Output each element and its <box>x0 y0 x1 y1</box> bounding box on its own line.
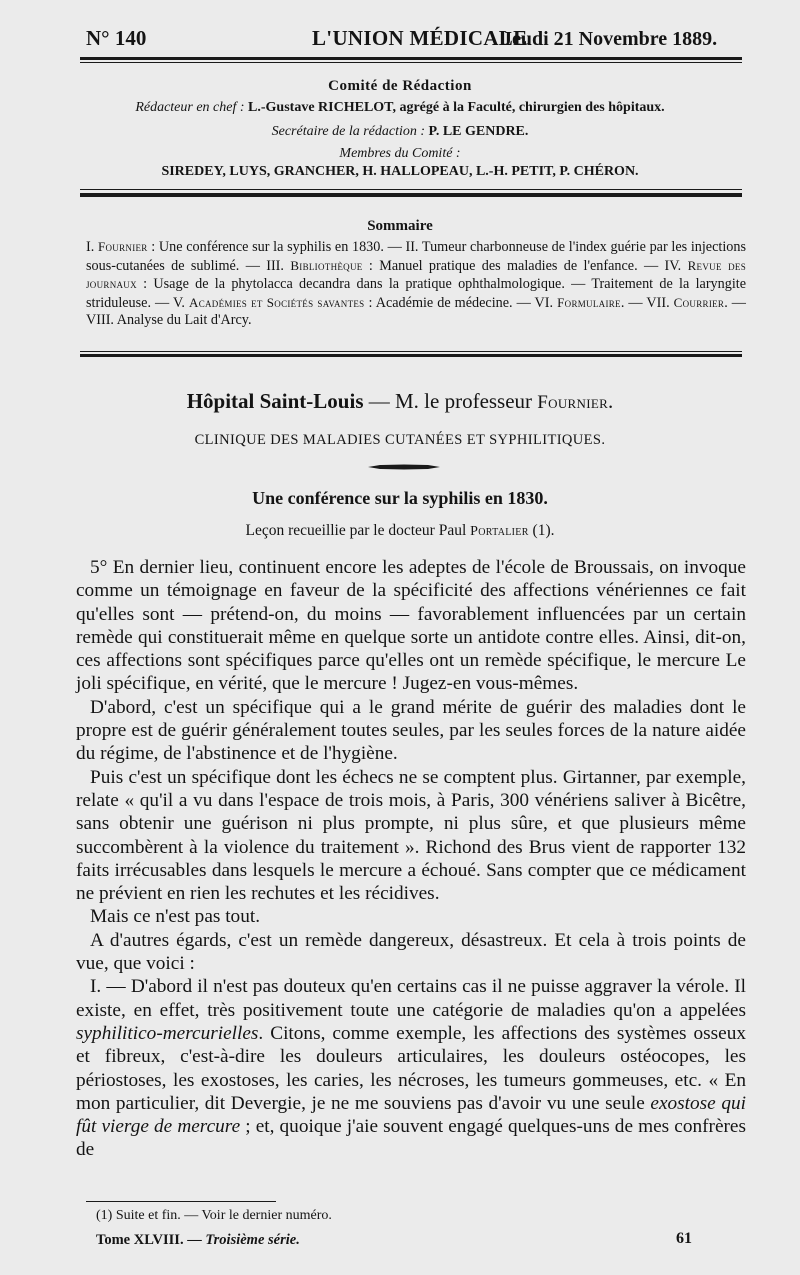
summary-rule-thin <box>80 351 742 352</box>
header-rule <box>80 57 742 60</box>
committee-rule-thin <box>80 189 742 190</box>
hospital-name: Hôpital Saint-Louis <box>186 389 364 413</box>
tome-line <box>96 1232 300 1249</box>
summary-label: Bibliothèque <box>290 257 363 273</box>
paragraph-italic: exostose qui fût vierge de mercure <box>76 1092 746 1138</box>
issue-date: Jeudi 21 Novembre 1889. <box>502 28 718 50</box>
summary-rule <box>80 354 742 357</box>
summary-part: : Usage de la phytolacca decandra dans la pratique ophthalmologique. — Traitement de la laryngite striduleuse. — V. <box>86 276 746 311</box>
summary-label: Courrier <box>673 294 725 310</box>
hospital-dash: — M. le professeur <box>363 389 538 413</box>
footnote-rule <box>86 1201 276 1202</box>
secretary-label: Secrétaire de la rédaction : <box>271 124 426 139</box>
members-label-line <box>0 146 800 162</box>
subtitle-text: Leçon recueillie par le docteur Paul <box>245 522 471 539</box>
article-subtitle <box>0 522 800 540</box>
paragraph-part: ; et, quoique j'aie souvent engagé quelques-uns de mes confrères de <box>76 1116 746 1161</box>
summary-label: Revue des journaux <box>86 257 746 292</box>
article-title: Une conférence sur la syphilis en 1830. <box>252 488 548 508</box>
tome-label: Tome XLVIII. — <box>96 1232 206 1248</box>
paragraph-italic: syphilitico-mercurielles <box>76 1022 259 1044</box>
subtitle-author: Portalier <box>470 524 529 539</box>
footnote: (1) Suite et fin. — Voir le dernier numéro. <box>96 1208 332 1223</box>
article-body <box>76 556 746 1162</box>
secretary-line <box>0 124 800 140</box>
members-names: SIREDEY, LUYS, GRANCHER, H. HALLOPEAU, L.-H. PETIT, P. CHÉRON. <box>161 164 639 179</box>
summary-title: Sommaire <box>367 218 433 234</box>
page-number: 61 <box>676 1230 692 1247</box>
summary-label: Formulaire <box>557 294 621 310</box>
paragraph: Mais ce n'est pas tout. <box>90 906 261 928</box>
summary-part: : Manuel pratique des maladies de l'enfance. — IV. <box>362 257 688 274</box>
tome-series: Troisième série. <box>205 1232 300 1248</box>
issue-number: N° 140 <box>86 26 147 50</box>
summary-text <box>86 238 746 330</box>
summary-part: . — VII. <box>620 294 674 311</box>
paragraph: A d'autres égards, c'est un remède dangereux, désastreux. Et cela à trois points de vue, que voici : <box>76 929 746 975</box>
secretary-name: P. LE GENDRE. <box>428 124 529 139</box>
editor-label: Rédacteur en chef : <box>135 100 245 115</box>
summary-part: : Une conférence sur la syphilis en 1830. — II. Tumeur charbonneuse de l'index guérie par les injections sous-cutanées de sublimé. — III. <box>86 239 746 274</box>
ornament-divider <box>368 464 440 470</box>
clinic-title: CLINIQUE DES MALADIES CUTANÉES ET SYPHILITIQUES. <box>194 432 606 448</box>
paragraph-part: I. — D'abord il n'est pas douteux qu'en certains cas il ne puisse aggraver la vérole. Il existe, en effet, très positivement toute une catégorie de maladies qu'on a appelées <box>76 976 746 1021</box>
paragraph <box>76 975 746 1161</box>
subtitle-note: (1). <box>528 522 555 539</box>
hospital-end: . <box>608 389 614 413</box>
header-rule-thin <box>80 62 742 63</box>
professor-name: Fournier <box>537 392 609 413</box>
summary-part: : Académie de médecine. — VI. <box>364 294 558 311</box>
members-label: Membres du Comité : <box>339 146 461 161</box>
editor-name: L.-Gustave RICHELOT, agrégé à la Faculté, chirurgien des hôpitaux. <box>248 100 665 115</box>
committee-rule <box>80 193 742 197</box>
summary-part: . — VIII. Analyse du Lait d'Arcy. <box>86 294 746 329</box>
paragraph: Puis c'est un spécifique dont les échecs ne se comptent plus. Girtanner, par exemple, relate « qu'il a vu dans l'espace de trois mois, à Paris, 300 vénériens saliver à Bicêtre, sans obtenir une guérison ni plus prompte, ni plus sûre, et que plusieurs même succombèrent à la violence du traitement ». Richond des Brus vient de rapporter 132 faits irrécusables dans lesquels le mercure a échoué. Sans compter que ce médicament ne prévient en rien les rechutes et les récidives. <box>76 766 746 905</box>
hospital-title <box>0 389 800 414</box>
paragraph: 5° En dernier lieu, continuent encore les adeptes de l'école de Broussais, on invoque comme un témoignage en faveur de la spécificité des affections vénériennes ce fait qu'elles sont — prétend-on, du moins — favorablement influencées par un certain remède qui constituerait même en quelque sorte un antidote contre elles. Ainsi, dit-on, ces affections sont spécifiques parce qu'elles ont un remède spécifique, le mercure Le joli spécifique, en vérité, que le mercure ! Jugez-en vous-mêmes. <box>76 557 746 695</box>
paragraph-part: . Citons, comme exemple, les affections des systèmes osseux et fibreux, c'est-à-dire les douleurs articulaires, les douleurs ostéocopes, les périostoses, les exostoses, les caries, les nécroses, les tumeurs gommeuses, etc. « En mon particulier, dit Devergie, je ne me souviens pas d'avoir vu une seule <box>76 1022 746 1114</box>
summary-i-num: I. <box>86 239 98 255</box>
paragraph: D'abord, c'est un spécifique qui a le grand mérite de guérir des maladies dont le propre est de guérir généralement toutes seules, par les seules forces de la nature aidée du régime, de l'abstinence et de l'hygiène. <box>76 696 746 765</box>
members-line <box>0 164 800 180</box>
journal-title: L'UNION MÉDICALE <box>312 26 528 50</box>
committee-title: Comité de Rédaction <box>328 78 472 94</box>
editor-line <box>0 100 800 116</box>
summary-author: Fournier <box>97 239 148 254</box>
summary-label: Académies et Sociétés savantes <box>189 294 365 310</box>
